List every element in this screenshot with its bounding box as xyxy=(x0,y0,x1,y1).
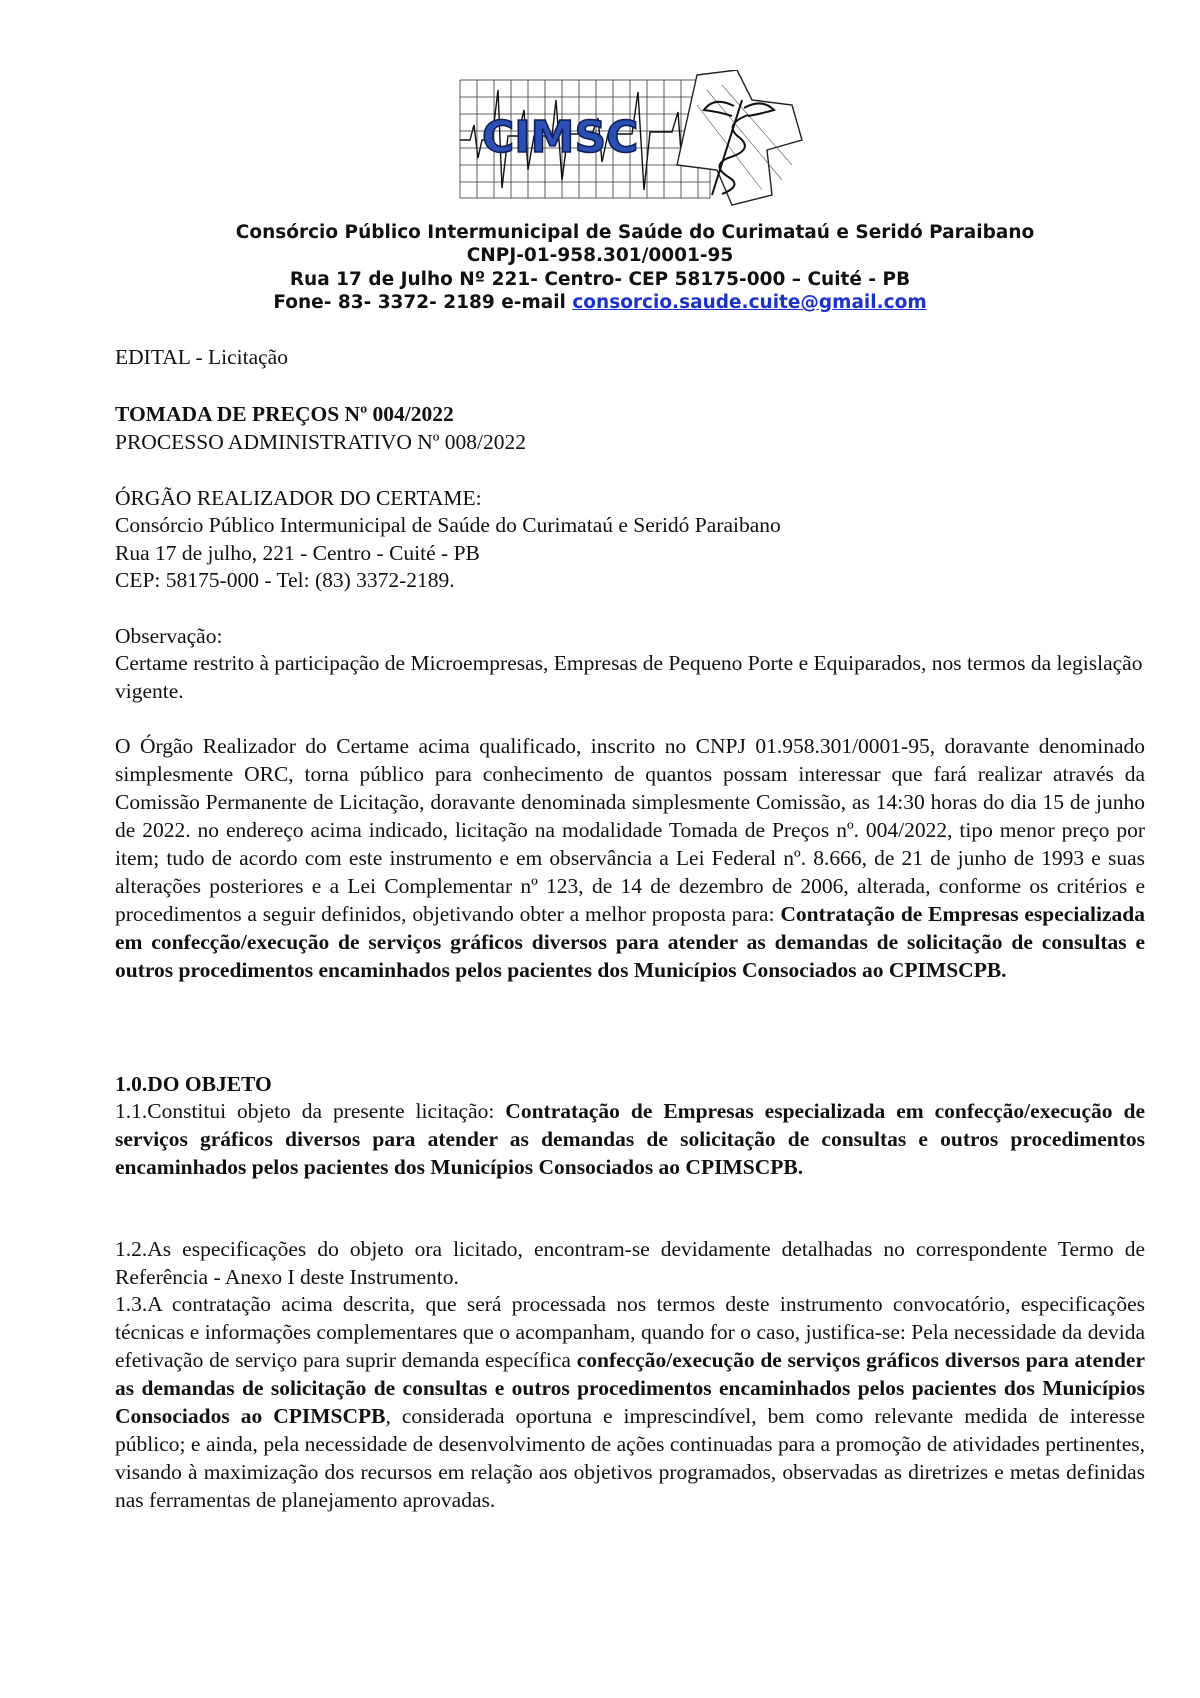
cimsc-logo xyxy=(452,70,812,220)
s11-label: 1.1.Constitui objeto da presente licitação: xyxy=(115,1099,506,1123)
email-link[interactable]: consorcio.saude.cuite@gmail.com xyxy=(572,292,927,313)
s11-bold: Contratação de Empresas especializada em confecção/execução de serviços gráficos diversos para atender as demandas de solicitação de consultas e outros procedimentos encaminhados pelos pacientes dos Municípios Consociados ao CPIMSCPB. xyxy=(115,1099,1145,1179)
tomada-title: TOMADA DE PREÇOS Nº 004/2022 xyxy=(115,402,454,426)
obs-text: Certame restrito à participação de Microempresas, Empresas de Pequeno Porte e Equiparados, nos termos da legislação vigente. xyxy=(115,651,1143,703)
org-contact xyxy=(0,292,1200,313)
section-1-1 xyxy=(115,1097,1145,1181)
intro-paragraph xyxy=(115,732,1145,984)
intro-text: O Órgão Realizador do Certame acima qualificado, inscrito no CNPJ 01.958.301/0001-95, doravante denominado simplesmente ORC, torna público para conhecimento de quantos possam interessar que fará realizar através da Comissão Permanente de Licitação, doravante denominada simplesmente Comissão, as 14:30 horas do dia 15 de junho de 2022. no endereço acima indicado, licitação na modalidade Tomada de Preços nº. 004/2022, tipo menor preço por item; tudo de acordo com este instrumento e em observância a Lei Federal nº. 8.666, de 21 de junho de 1993 e suas alterações posteriores e a Lei Complementar nº 123, de 14 de dezembro de 2006, alterada, conforme os critérios e procedimentos a seguir definidos, objetivando obter a melhor proposta para: xyxy=(115,734,1145,926)
intro-bold: Contratação de Empresas especializada em confecção/execução de serviços gráficos diversos para atender as demandas de solicitação de consultas e outros procedimentos encaminhados pelos pacientes dos Municípios Consociados ao CPIMSCPB. xyxy=(115,902,1145,982)
section-title: 1.0.DO OBJETO xyxy=(115,1072,272,1096)
org-name: Consórcio Público Intermunicipal de Saúde do Curimataú e Seridó Paraibano xyxy=(235,222,1035,243)
edital-label: EDITAL - Licitação xyxy=(115,345,288,369)
section-1-3 xyxy=(115,1290,1145,1514)
org-cnpj: CNPJ-01-958.301/0001-95 xyxy=(466,245,734,266)
obs-heading: Observação: xyxy=(115,624,223,648)
s13-rest: , considerada oportuna e imprescindível, bem como relevante medida de interesse público; e ainda, pela necessidade de desenvolvimento de ações continuadas para a promoção de atividades pertinentes, visando à maximização dos recursos em relação aos objetivos programados, observadas as diretrizes e metas definidas nas ferramentas de planejamento aprovadas. xyxy=(115,1404,1146,1512)
orgao-cep: CEP: 58175-000 - Tel: (83) 3372-2189. xyxy=(115,568,455,592)
phone-text: Fone- 83- 3372- 2189 e-mail xyxy=(273,292,573,313)
s13-bold: confecção/execução de serviços gráficos diversos para atender as demandas de solicitação de consultas e outros procedimentos encaminhados pelos pacientes dos Municípios Consociados ao CPIMSCPB xyxy=(115,1348,1145,1428)
orgao-heading: ÓRGÃO REALIZADOR DO CERTAME: xyxy=(115,486,482,510)
orgao-name: Consórcio Público Intermunicipal de Saúde do Curimataú e Seridó Paraibano xyxy=(115,513,781,537)
org-address: Rua 17 de Julho Nº 221- Centro- CEP 58175-000 – Cuité - PB xyxy=(289,269,911,290)
orgao-address: Rua 17 de julho, 221 - Centro - Cuité - PB xyxy=(115,541,480,565)
processo-title: PROCESSO ADMINISTRATIVO Nº 008/2022 xyxy=(115,430,527,454)
logo-text: CIMSC xyxy=(482,112,639,163)
s13-text: 1.3.A contratação acima descrita, que será processada nos termos deste instrumento convocatório, especificações técnicas e informações complementares que o acompanham, quando for o caso, justifica-se: Pela necessidade da devida efetivação de serviço para suprir demanda específica xyxy=(115,1292,1145,1372)
section-1-2: 1.2.As especificações do objeto ora licitado, encontram-se devidamente detalhadas no correspondente Termo de Referência - Anexo I deste Instrumento. xyxy=(115,1237,1145,1289)
